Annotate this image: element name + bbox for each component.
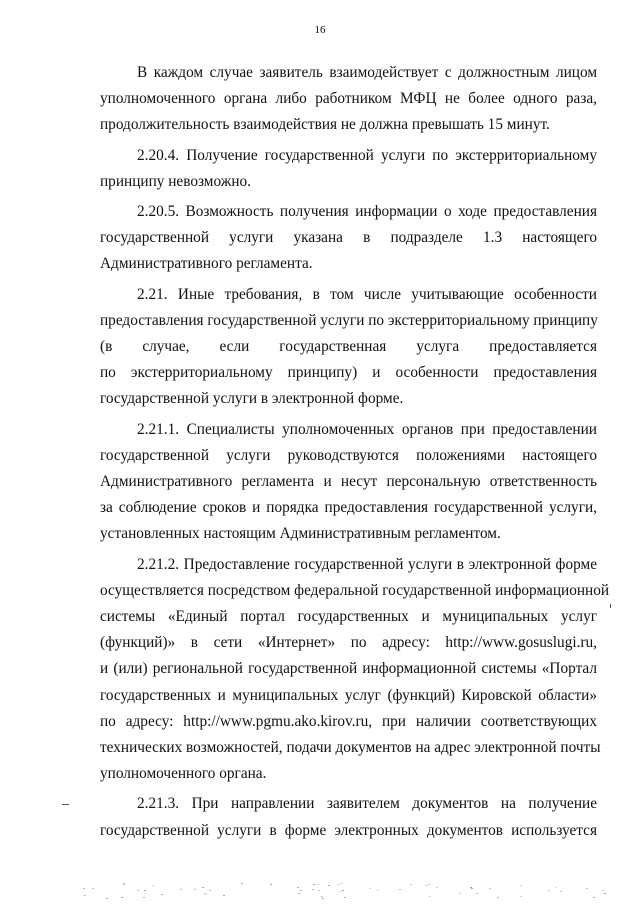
scan-noise-dot: [425, 885, 427, 886]
text-line: государственных и муниципальных услуг (функций) Кировской области»: [100, 686, 597, 704]
scan-noise-dot: [137, 890, 139, 891]
text-line: (функций)» в сети «Интернет» по адресу: http://www.gosuslugi.ru,: [100, 634, 597, 652]
scan-noise-dot: [161, 894, 163, 895]
scan-noise-dot: [297, 887, 299, 888]
paragraph-2-21: [100, 282, 597, 413]
scan-noise-dot: [604, 893, 606, 894]
scan-noise-dot: [84, 895, 86, 896]
text-line: по адресу: http://www.pgmu.ako.kirov.ru, при наличии соответствующих: [100, 712, 597, 730]
scan-noise-dot: [429, 896, 431, 897]
scan-noise-dot: [586, 888, 588, 889]
text-line: технических возможностей, подачи документов на адрес электронной почты: [100, 739, 601, 757]
text-line: государственной услуги в электронной форме.: [100, 390, 404, 408]
scan-mark: [610, 604, 611, 608]
paragraph-2-20-5: [100, 199, 597, 278]
scan-noise-dot: [497, 897, 499, 898]
text-line: 2.20.4. Получение государственной услуги по экстерриториальному: [137, 146, 597, 164]
scan-noise-dot: [152, 885, 154, 886]
text-line: 2.20.5. Возможность получения информации о ходе предоставления: [137, 203, 597, 221]
scan-noise-dot: [144, 890, 146, 891]
paragraph-2-21-3: [100, 791, 597, 843]
scan-noise-dot: [122, 897, 124, 898]
scan-noise-dot: [548, 890, 550, 891]
scan-noise-dot: [342, 890, 344, 891]
scan-noise-dot: [436, 887, 438, 888]
text-line: Административного регламента.: [100, 255, 313, 273]
scan-noise-dot: [341, 883, 343, 884]
text-line: по экстерриториальному принципу) и особенности предоставления: [100, 364, 597, 382]
scan-noise-dot: [428, 884, 430, 885]
scan-mark: [62, 804, 69, 805]
text-line: государственной услуги руководствуются положениями настоящего: [100, 446, 597, 464]
scan-noise-dot: [369, 888, 371, 889]
text-line: установленных настоящим Административным регламентом.: [100, 525, 501, 543]
text-line: и (или) региональной государственной информационной системы «Портал: [100, 660, 597, 678]
scan-noise-dot: [205, 894, 207, 895]
text-line: В каждом случае заявитель взаимодействует с должностным лицом: [137, 64, 597, 81]
text-line: предоставления государственной услуги по экстерриториальному принципу: [100, 311, 598, 329]
scan-noise-dot: [338, 884, 340, 885]
scan-noise-dot: [471, 888, 473, 889]
scan-noise-dot: [520, 885, 522, 886]
scan-noise-dot: [300, 890, 302, 891]
scan-noise-dot: [223, 895, 225, 896]
text-line: Административного регламента и несут персональную ответственность: [100, 473, 597, 491]
scan-noise-dot: [194, 889, 196, 890]
text-line: продолжительность взаимодействия не должна превышать 15 минут.: [100, 116, 550, 134]
scan-noise-dot: [520, 896, 522, 897]
scan-noise-dot: [339, 891, 341, 892]
text-line: уполномоченного органа либо работником МФЦ не более одного раза,: [100, 90, 597, 108]
text-line: 2.21.2. Предоставление государственной услуги в электронной форме: [137, 555, 597, 573]
paragraph-2-21-2: [100, 552, 610, 788]
scan-noise-dot: [322, 898, 324, 899]
page-number: 16: [314, 24, 326, 36]
scan-noise-dot: [318, 890, 320, 891]
paragraph-2-21-1: [100, 417, 597, 548]
text-line: 2.21.3. При направлении заявителем документов на получение: [137, 795, 597, 813]
scan-noise-dot: [106, 898, 108, 899]
document-body: [100, 60, 610, 848]
scan-noise-dot: [321, 896, 323, 897]
scan-noise-dot: [318, 884, 320, 885]
scan-noise-dot: [180, 889, 182, 890]
scan-noise-dot: [560, 891, 562, 892]
scan-noise-dot: [270, 884, 272, 885]
scan-noise-dot: [399, 889, 401, 890]
scan-noise-dot: [489, 888, 491, 889]
text-line: 2.21.1. Специалисты уполномоченных органов при предоставлении: [137, 420, 597, 438]
text-line: государственной услуги указана в подразделе 1.3 настоящего: [100, 229, 597, 247]
scan-noise-dot: [312, 889, 314, 890]
scan-noise-dot: [602, 890, 604, 891]
scan-noise-dot: [241, 883, 243, 884]
text-line: за соблюдение сроков и порядка предоставления государственной услуги,: [100, 499, 597, 517]
scan-noise: [80, 883, 620, 901]
scan-noise-dot: [123, 884, 125, 885]
text-line: государственной услуги в форме электронных документов используется: [100, 821, 597, 839]
scan-noise-dot: [209, 890, 211, 891]
scan-noise-dot: [202, 887, 204, 888]
text-line: системы «Единый портал государственных и муниципальных услуг: [100, 608, 597, 626]
paragraph-2-20-4: [100, 143, 597, 195]
scan-noise-dot: [377, 890, 379, 891]
scan-noise-dot: [459, 893, 461, 894]
scan-noise-dot: [555, 887, 557, 888]
text-line: 2.21. Иные требования, в том числе учитывающие особенности: [137, 285, 597, 303]
scan-noise-dot: [344, 897, 346, 898]
text-line: принципу невозможно.: [100, 172, 251, 190]
scan-noise-dot: [476, 893, 478, 894]
scan-noise-dot: [410, 884, 412, 885]
scan-noise-dot: [92, 888, 94, 889]
scan-noise-dot: [328, 885, 330, 886]
text-line: осуществляется посредством федеральной государственной информационной: [100, 581, 610, 599]
text-line: (в случае, если государственная услуга предоставляется: [100, 338, 597, 356]
scan-noise-dot: [593, 897, 595, 898]
scan-noise-dot: [83, 888, 85, 889]
scan-noise-dot: [143, 897, 145, 898]
scan-noise-dot: [313, 884, 315, 885]
text-line: уполномоченного органа.: [100, 765, 267, 783]
scan-noise-dot: [298, 893, 300, 894]
paragraph-intro: [100, 60, 597, 139]
